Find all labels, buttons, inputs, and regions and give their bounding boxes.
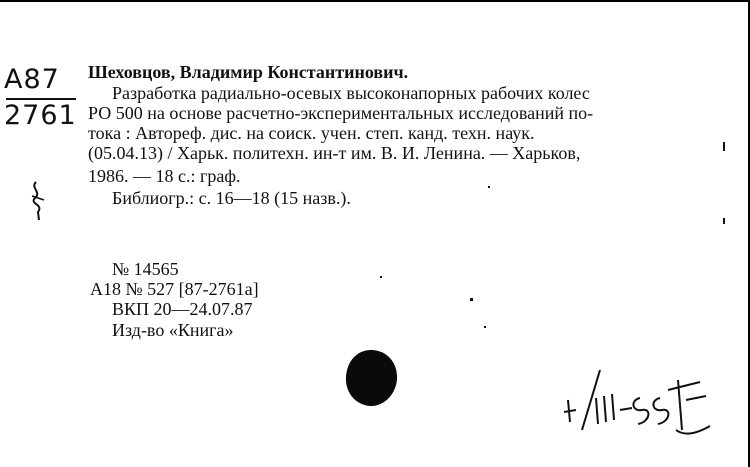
author-heading: Шеховцов, Владимир Константинович. [88, 62, 409, 82]
title-line-3: тока : Автореф. дис. на соиск. учен. степ. канд. техн. наук. [88, 123, 535, 143]
accession-number: № 14565 [112, 259, 179, 279]
ink-mark [484, 326, 486, 328]
title-line-5: 1986. — 18 с.: граф. [88, 166, 241, 186]
margin-scribble-icon [26, 178, 52, 222]
catalog-number: А18 № 527 [87-2761а] [90, 279, 259, 299]
title-line-2: РО 500 на основе расчетно-экспериментальных исследований по- [88, 103, 594, 123]
handwritten-date-note [560, 360, 720, 450]
title-line-4: (05.04.13) / Харьк. политехн. ин-т им. В. И. Ленина. — Харьков, [88, 143, 581, 163]
ink-mark [723, 218, 725, 224]
ink-mark [723, 142, 725, 151]
publisher-stamp: Изд-во «Книга» [112, 320, 234, 340]
ink-mark [488, 186, 490, 188]
ink-mark [470, 298, 473, 301]
vkp-stamp: ВКП 20—24.07.87 [112, 299, 253, 319]
bibliography-line: Библиогр.: с. 16—18 (15 назв.). [112, 188, 351, 208]
title-line-1: Разработка радиально-осевых высоконапорных рабочих колес [112, 83, 590, 103]
shelf-mark-top: А87 [4, 64, 60, 95]
ink-mark [380, 276, 382, 278]
card-top-border [0, 0, 750, 2]
ink-blot-icon [343, 347, 399, 409]
shelf-mark-bottom: 2761 [4, 100, 77, 131]
